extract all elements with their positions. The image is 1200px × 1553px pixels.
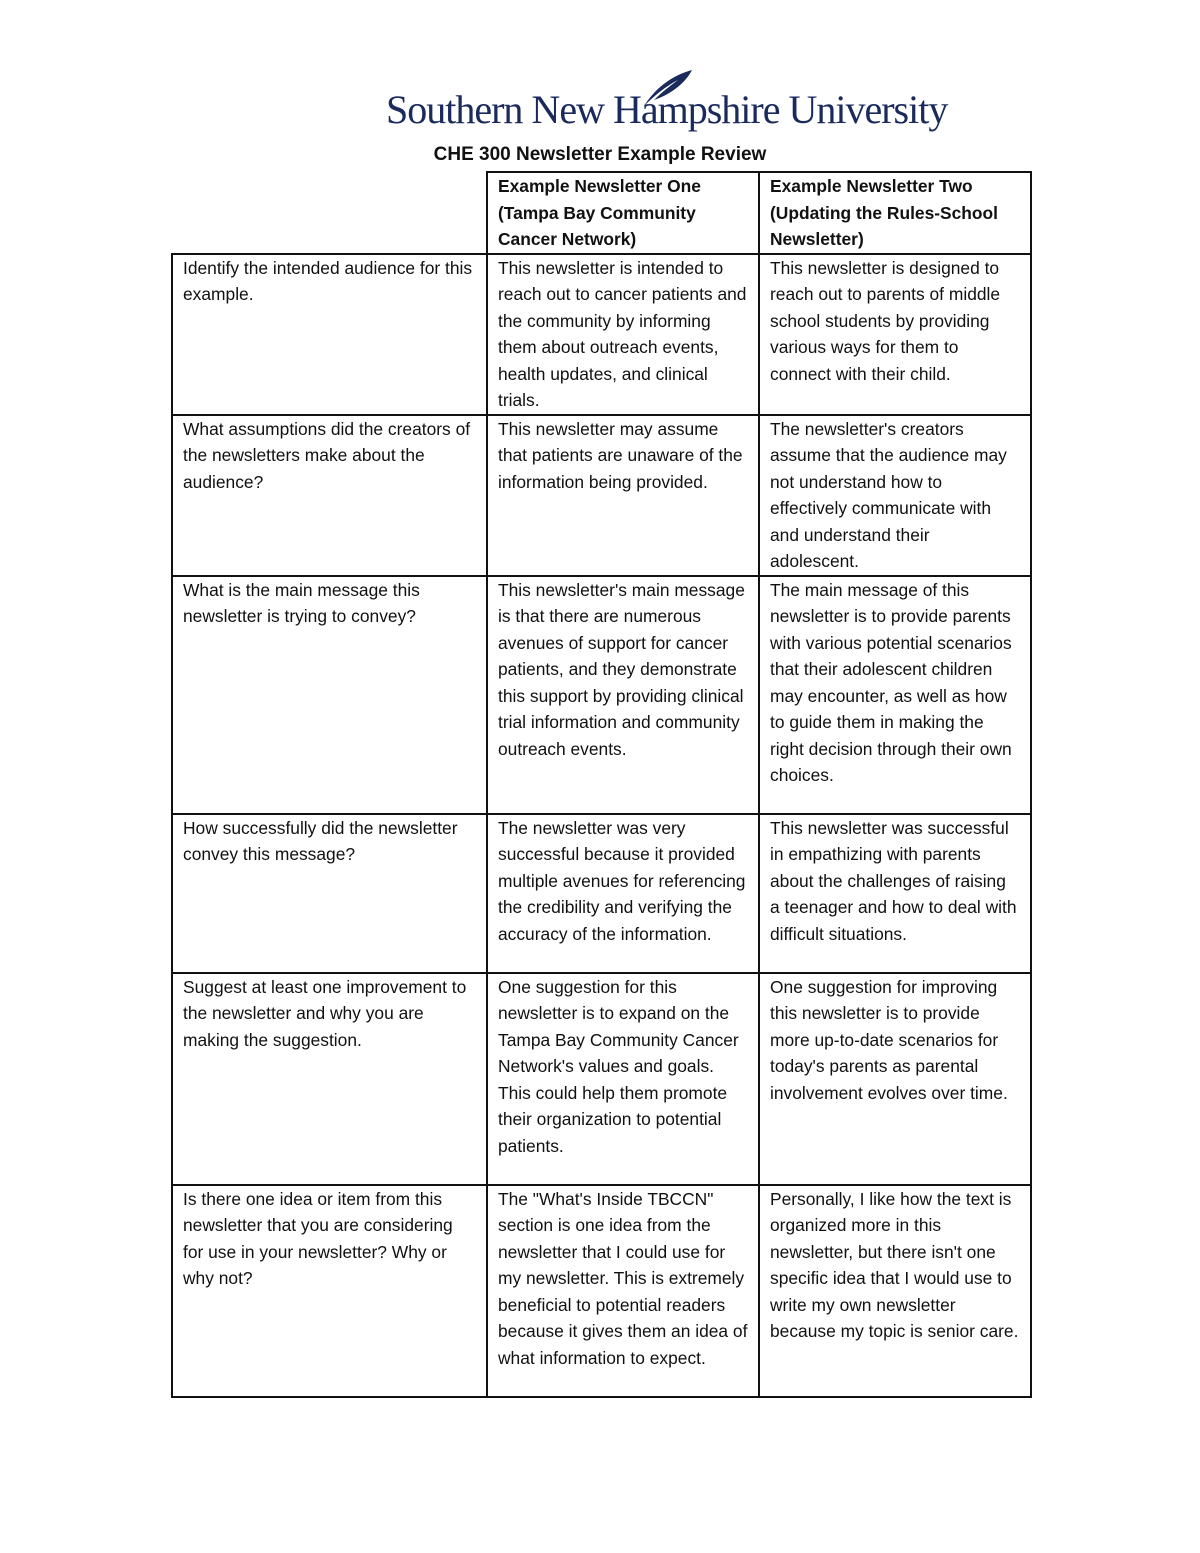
answer-two-cell: One suggestion for improving this newsletter is to provide more up-to-date scenarios for today's parents as parental involvement evolves over time. [759, 973, 1031, 1185]
logo-wordmark: Southern New Hampshire University [386, 87, 948, 132]
answer-one-cell: This newsletter's main message is that there are numerous avenues of support for cancer patients, and they demonstrate this support by providing clinical trial information and community outreach events. [487, 576, 759, 814]
table-row [172, 576, 1031, 814]
question-cell: How successfully did the newsletter convey this message? [172, 814, 487, 973]
question-cell: Identify the intended audience for this example. [172, 254, 487, 415]
question-cell: What assumptions did the creators of the newsletters make about the audience? [172, 415, 487, 576]
answer-two-cell: The newsletter's creators assume that the audience may not understand how to effectively communicate with and understand their adolescent. [759, 415, 1031, 576]
question-cell: What is the main message this newsletter is trying to convey? [172, 576, 487, 814]
review-table [171, 171, 1032, 1398]
question-cell: Suggest at least one improvement to the newsletter and why you are making the suggestion. [172, 973, 487, 1185]
answer-two-cell: This newsletter is designed to reach out to parents of middle school students by providing various ways for them to connect with their child. [759, 254, 1031, 415]
header-cell-newsletter-two: Example Newsletter Two (Updating the Rules-School Newsletter) [759, 172, 1031, 254]
answer-two-cell: This newsletter was successful in empathizing with parents about the challenges of raising a teenager and how to deal with difficult situations. [759, 814, 1031, 973]
question-cell: Is there one idea or item from this newsletter that you are considering for use in your newsletter? Why or why not? [172, 1185, 487, 1397]
answer-one-cell: This newsletter may assume that patients are unaware of the information being provided. [487, 415, 759, 576]
table-row [172, 1185, 1031, 1397]
answer-one-cell: This newsletter is intended to reach out to cancer patients and the community by informing them about outreach events, health updates, and clinical trials. [487, 254, 759, 415]
answer-two-cell: The main message of this newsletter is to provide parents with various potential scenarios that their adolescent children may encounter, as well as how to guide them in making the right decision through their own choices. [759, 576, 1031, 814]
table-header-row [172, 172, 1031, 254]
answer-two-cell: Personally, I like how the text is organized more in this newsletter, but there isn't one specific idea that I would use to write my own newsletter because my topic is senior care. [759, 1185, 1031, 1397]
table-row [172, 973, 1031, 1185]
answer-one-cell: The "What's Inside TBCCN" section is one idea from the newsletter that I could use for my newsletter. This is extremely beneficial to potential readers because it gives them an idea of what information to expect. [487, 1185, 759, 1397]
header-cell-empty [172, 172, 487, 254]
table-row [172, 254, 1031, 415]
answer-one-cell: One suggestion for this newsletter is to expand on the Tampa Bay Community Cancer Network's values and goals. This could help them promote their organization to potential patients. [487, 973, 759, 1185]
header-cell-newsletter-one: Example Newsletter One (Tampa Bay Community Cancer Network) [487, 172, 759, 254]
answer-one-cell: The newsletter was very successful because it provided multiple avenues for referencing the credibility and verifying the accuracy of the information. [487, 814, 759, 973]
university-logo [386, 68, 948, 138]
document-title: CHE 300 Newsletter Example Review [433, 144, 767, 165]
table-row [172, 814, 1031, 973]
table-row [172, 415, 1031, 576]
